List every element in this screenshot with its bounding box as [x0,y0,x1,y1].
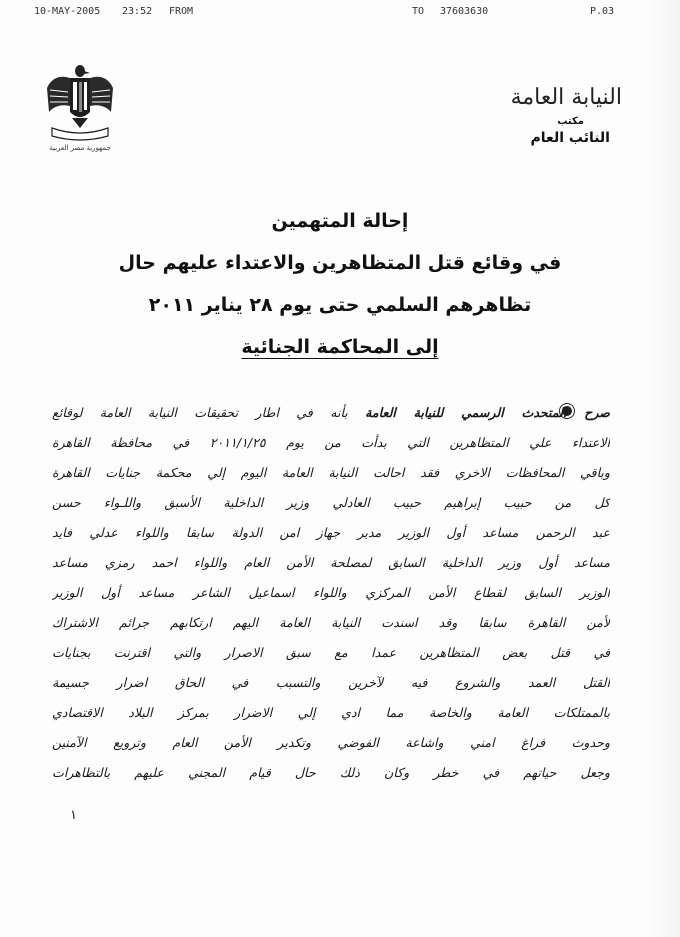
headline-line-4: إلى المحاكمة الجنائية [241,336,439,358]
body-line: عبد الرحمن مساعد أول الوزير مدير جهاز امن الدولة سابقا واللواء عدلي فايد [52,525,610,540]
body-line: في قتل بعض المتظاهرين عمدا مع سبق الاصرار والتي اقترنت بجنايات [52,645,610,660]
body-line: مساعد أول وزير الداخلية السابق لمصلحة الأمن العام واللواء احمد رمزي مساعد [52,555,610,570]
letterhead-office [452,84,622,148]
headline-line-3: تظاهرهم السلمي حتى يوم ٢٨ يناير ٢٠١١ [148,294,532,316]
body-line: وحدوث فراغ امني واشاعة الفوضي وتكدير الأمن العام وترويع الآمنين [52,735,610,750]
fax-from-label: FROM [169,6,194,17]
body-line: وباقي المحافظات الاخري فقد احالت النيابة العامة اليوم إلي محكمة جنايات القاهرة [52,465,610,480]
body-line [52,398,610,428]
office-title: النائب العام [530,130,610,146]
body-line: الوزير السابق لقطاع الأمن المركزي واللواء اسماعيل الشاعر مساعد أول الوزير [52,585,610,600]
fax-time: 23:52 [122,6,153,17]
fax-transmission-header [0,4,680,20]
body-line: بالممتلكات العامة والخاصة مما ادي إلي الاضرار بمركز البلاد الاقتصادي [52,705,610,720]
fax-date: 10-MAY-2005 [34,6,101,17]
office-name: النيابة العامة [510,85,622,110]
body-line: القتل العمد والشروع فيه لآخرين والتسبب في الحاق اضرار جسيمة [52,675,610,690]
page-number: ١ [70,808,77,823]
office-label: مكتب [557,116,584,127]
body-line: وجعل حياتهم في خطر وكان ذلك حال قيام المجني عليهم بالتظاهرات [52,765,610,780]
body-line: كل من حبيب إبراهيم حبيب العادلي وزير الداخلية الأسبق واللـواء حسن [52,495,610,510]
fax-to-label: TO [412,6,425,17]
body-line: لأمن القاهرة سابقا وقد اسندت النيابة العامة اليهم ارتكابهم جرائم الاشتراك [52,615,610,630]
fax-page-number: P.03 [590,6,615,17]
statement-lead: صرح المتحدث الرسمي للنيابة العامة [365,405,610,420]
scan-shadow-edge [646,0,680,937]
headline-line-1: إحالة المتهمين [271,210,409,232]
fax-to-number: 37603630 [440,6,489,17]
statement-body [52,398,610,788]
headline-line-2: في وقائع قتل المتظاهرين والاعتداء عليهم حال [118,252,562,274]
body-line: الاعتداء علي المتظاهرين التي بدأت من يوم ٢٠١١/١/٢٥ في محافظة القاهرة [52,435,610,450]
emblem-caption: جمهورية مصر العربية [49,144,111,152]
document-headline [60,200,620,368]
body-line-text: بأنه في اطار تحقيقات النيابة العامة لوقائع [52,405,348,420]
